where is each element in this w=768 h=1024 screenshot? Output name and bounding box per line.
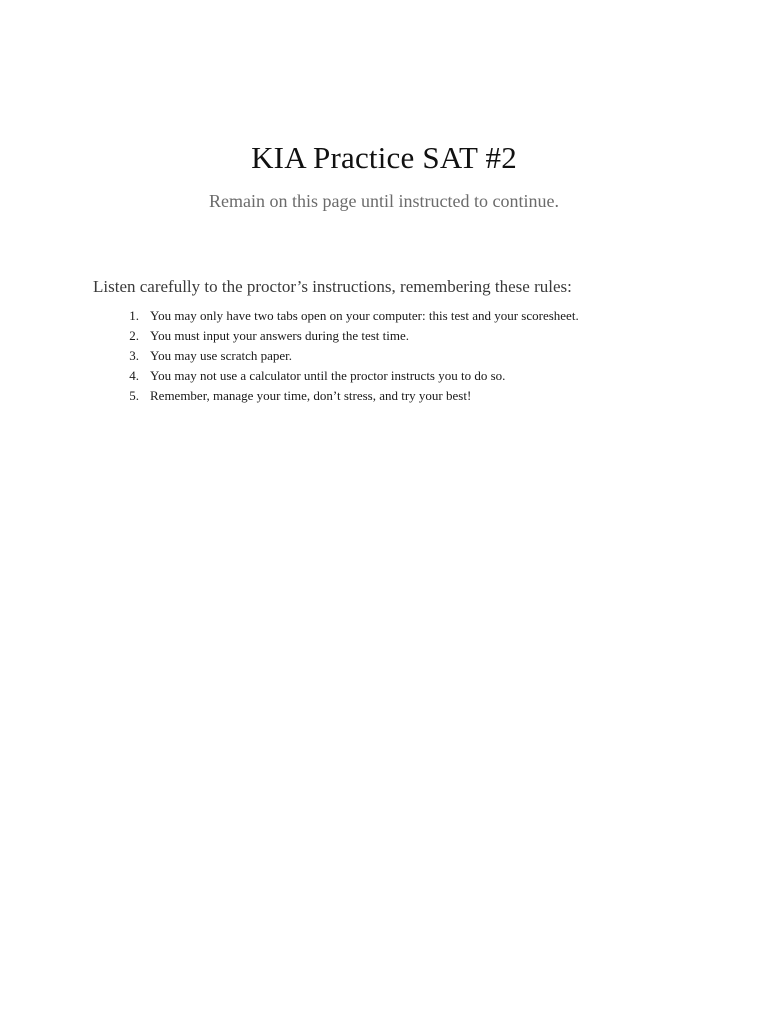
rule-text: You may use scratch paper. [150, 348, 293, 363]
rules-list [93, 306, 579, 406]
page-title: KIA Practice SAT #2 [251, 140, 517, 175]
rule-item [93, 346, 579, 366]
page-subtitle: Remain on this page until instructed to continue. [209, 191, 559, 211]
rule-item [93, 326, 579, 346]
rule-number: 5. [129, 388, 139, 403]
rule-number: 4. [129, 368, 139, 383]
rule-text: Remember, manage your time, don’t stress, and try your best! [150, 388, 472, 403]
rule-item [93, 366, 579, 386]
rules-intro: Listen carefully to the proctor’s instructions, remembering these rules: [93, 277, 572, 296]
rule-text: You may not use a calculator until the proctor instructs you to do so. [150, 368, 506, 383]
rule-text: You must input your answers during the test time. [150, 328, 410, 343]
rule-item [93, 306, 579, 326]
rule-number: 3. [129, 348, 139, 363]
rule-item [93, 386, 579, 406]
rule-number: 2. [129, 328, 139, 343]
rule-text: You may only have two tabs open on your computer: this test and your scoresheet. [150, 308, 579, 323]
rule-number: 1. [129, 308, 139, 323]
